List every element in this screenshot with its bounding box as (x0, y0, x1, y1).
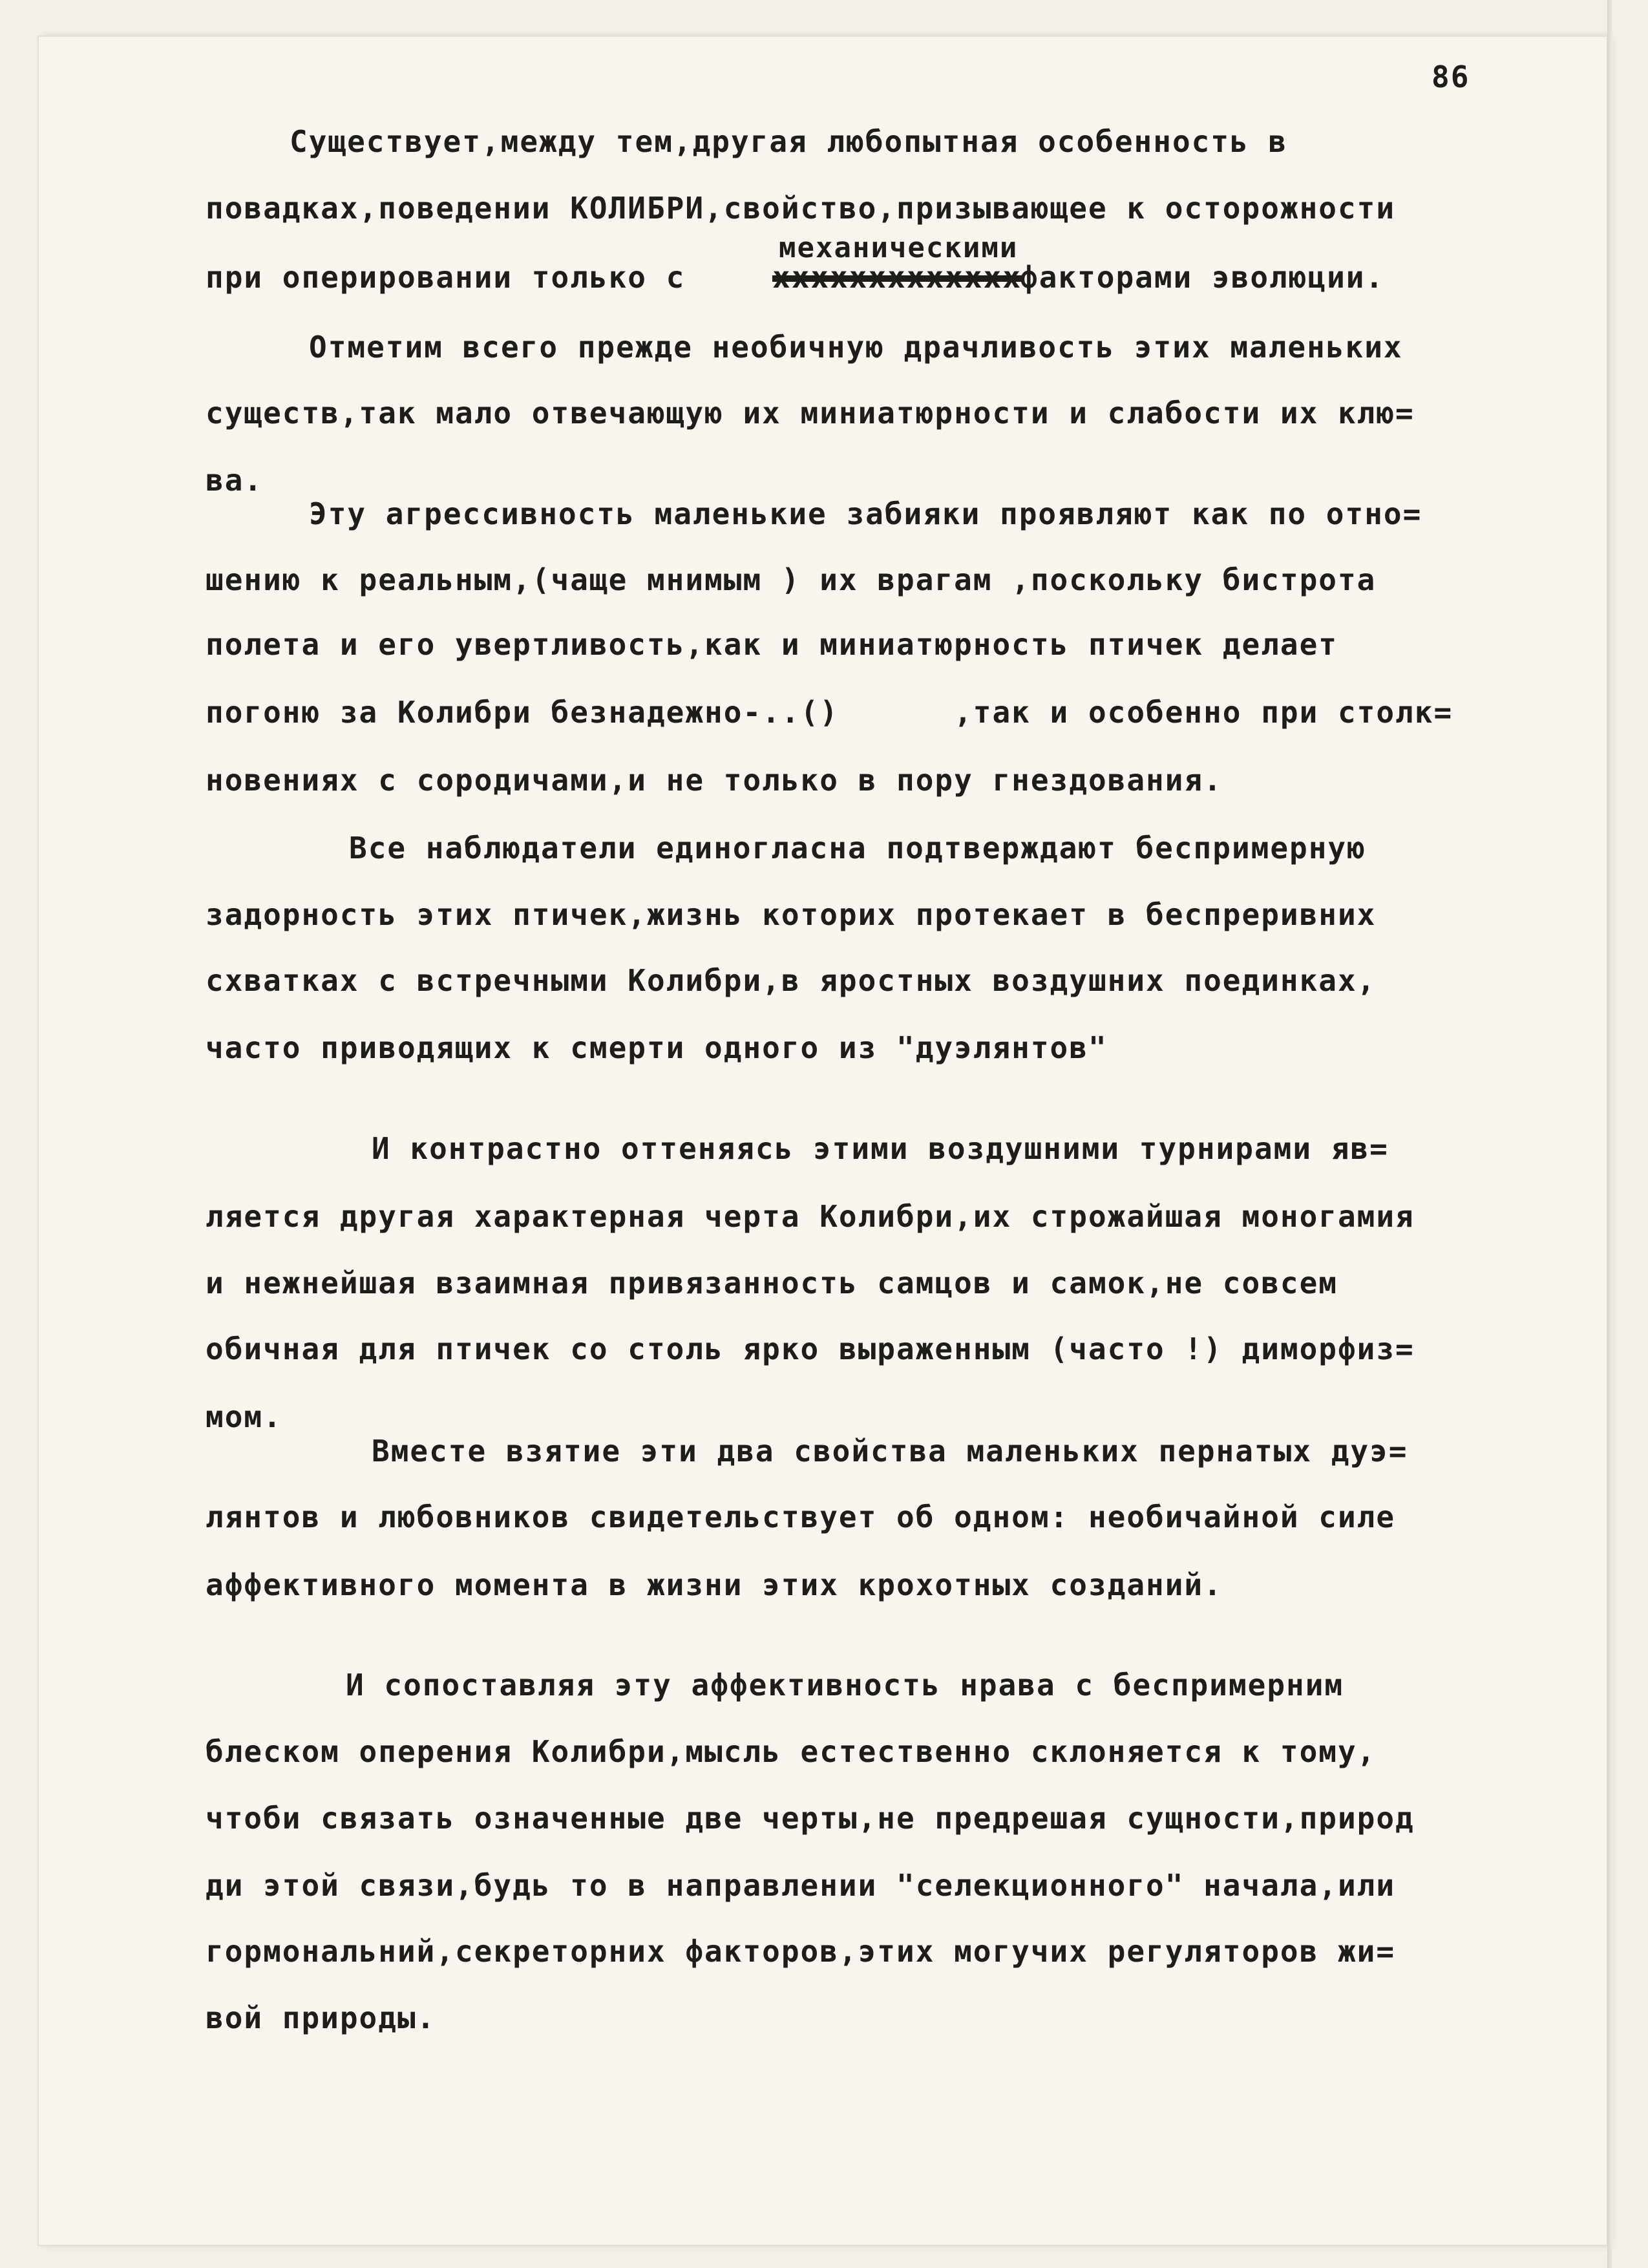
paragraph-2-line-1: Отметим всего прежде необичную драчливость этих маленьких (309, 330, 1403, 365)
struck-out-word: ххххххххххххх (772, 260, 1022, 295)
paragraph-3-line-2: шению к реальным,(чаще мнимым ) их врагам ,поскольку бистрота (206, 562, 1377, 597)
handwritten-style-insertion: механическими (779, 231, 1019, 264)
paragraph-5-line-2: ляется другая характерная черта Колибри,их строжайшая моногамия (206, 1199, 1415, 1234)
paragraph-3-line-1: Эту агрессивность маленькие забияки проявляют как по отно= (309, 496, 1422, 531)
paragraph-1-line-3: при оперировании только с (206, 260, 686, 295)
sheet-edge (1607, 0, 1612, 2268)
paragraph-2-line-3: ва. (206, 463, 264, 498)
paragraph-5-line-1: И контрастно оттеняясь этими воздушними турнирами яв= (372, 1131, 1389, 1166)
paragraph-7-line-6: вой природы. (206, 2000, 436, 2035)
paragraph-4-line-1: Все наблюдатели единогласна подтверждают беспримерную (349, 831, 1366, 865)
paragraph-6-line-1: Вместе взятие эти два свойства маленьких пернатых дуэ= (372, 1434, 1408, 1468)
paragraph-6-line-3: аффективного момента в жизни этих крохотных созданий. (206, 1567, 1223, 1602)
paragraph-5-line-3: и нежнейшая взаимная привязанность самцов и самок,не совсем (206, 1266, 1338, 1300)
paragraph-5-line-4: обичная для птичек со столь ярко выраженным (часто !) диморфиз= (206, 1331, 1415, 1366)
paragraph-7-line-3: чтоби связать означенные две черты,не предрешая сущности,природ (206, 1801, 1415, 1836)
paragraph-2-line-2: существ,так мало отвечающую их миниатюрности и слабости их клю= (206, 396, 1415, 430)
paragraph-5-line-5: мом. (206, 1399, 282, 1434)
paragraph-3-line-3: полета и его увертливость,как и миниатюрность птичек делает (206, 627, 1338, 662)
paragraph-6-line-2: лянтов и любовников свидетельствует об одном: необичайной силе (206, 1500, 1396, 1534)
paragraph-1-line-1: Существует,между тем,другая любопытная особенность в (290, 124, 1288, 159)
paragraph-7-line-5: гормональний,секреторних факторов,этих могучих регуляторов жи= (206, 1934, 1396, 1969)
paragraph-7-line-4: ди этой связи,будь то в направлении "селекционного" начала,или (206, 1868, 1396, 1903)
paragraph-4-line-3: схватках с встречными Колибри,в яростных воздушних поединках, (206, 963, 1377, 998)
paragraph-1-line-3-end: факторами эволюции. (1020, 260, 1385, 295)
paragraph-3-line-5: новениях с сородичами,и не только в пору гнездования. (206, 763, 1223, 798)
paragraph-4-line-4: часто приводящих к смерти одного из "дуэлянтов" (206, 1030, 1108, 1065)
paragraph-7-line-1: И сопоставляя эту аффективность нрава с беспримерним (346, 1668, 1344, 1702)
paragraph-3-line-4: погоню за Колибри безнадежно-..() ,так и особенно при столк= (206, 695, 1453, 730)
page-number: 86 (1431, 59, 1470, 94)
paragraph-4-line-2: задорность этих птичек,жизнь которих протекает в беспреривних (206, 897, 1377, 932)
paragraph-7-line-2: блеском оперения Колибри,мысль естественно склоняется к тому, (206, 1734, 1377, 1769)
paragraph-1-line-2: повадках,поведении КОЛИБРИ,свойство,призывающее к осторожности (206, 191, 1396, 226)
